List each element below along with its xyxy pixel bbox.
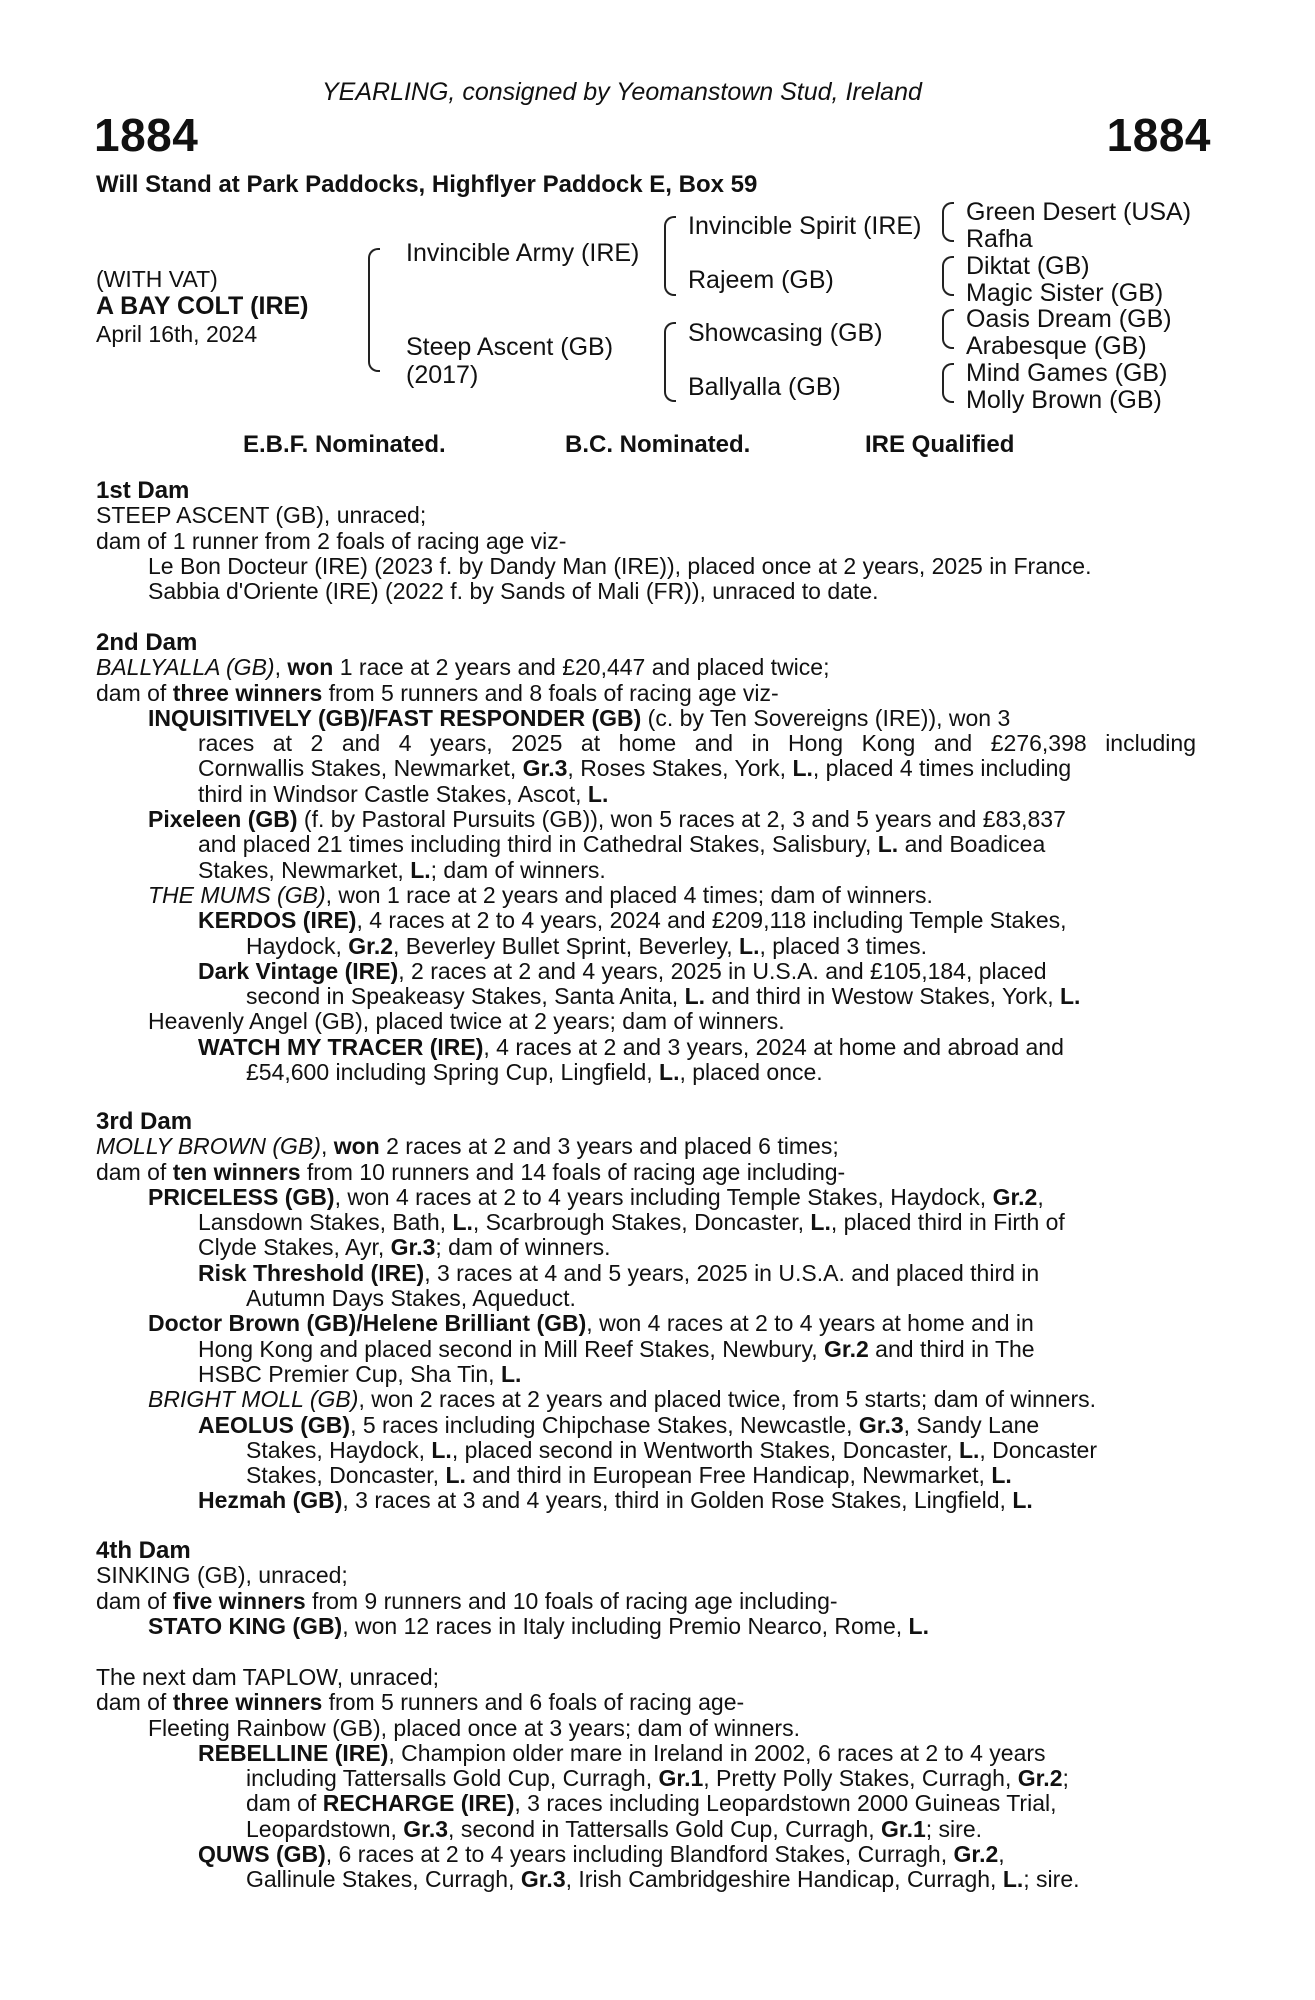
progeny-text: Clyde Stakes, Ayr, (198, 1234, 391, 1261)
pedigree-ss: Invincible Spirit (IRE) (688, 212, 922, 240)
progeny-text: Stakes, Doncaster, (246, 1462, 446, 1489)
grade-label: Gr.2 (1017, 1765, 1063, 1792)
progeny-name: BRIGHT MOLL (GB) (148, 1386, 359, 1413)
listed-label: L. (587, 780, 609, 807)
listed-label: L. (1060, 983, 1081, 1010)
next-dam-section (96, 1665, 1196, 1893)
brace-dam (664, 322, 676, 402)
listed-label: L. (991, 1462, 1012, 1489)
progeny-text: , 3 races at 3 and 4 years, third in Golden Rose Stakes, Lingfield, (342, 1487, 1013, 1514)
progeny-text: ; dam of winners. (430, 856, 606, 883)
progeny-name: PRICELESS (GB) (148, 1183, 335, 1210)
listed-label: L. (500, 1360, 522, 1387)
progeny-text: Stakes, Haydock, (246, 1436, 432, 1463)
dam-of-text: dam of (96, 1587, 173, 1614)
listed-label: L. (431, 1436, 452, 1463)
grade-label: Gr.2 (824, 1335, 869, 1362)
pedigree-sds: Diktat (GB) (966, 252, 1090, 280)
fourth-dam-section (96, 1538, 1196, 1639)
grade-label: Gr.3 (403, 1815, 449, 1842)
progeny-text: , 2 races at 2 and 4 years, 2025 in U.S.A. and £105,184, placed (398, 957, 1047, 984)
progeny-text: , 4 races at 2 and 3 years, 2024 at home and abroad and (483, 1033, 1064, 1060)
grade-label: Gr.1 (658, 1765, 704, 1792)
progeny-name: STATO KING (GB) (148, 1612, 343, 1639)
dam-name: MOLLY BROWN (GB) (96, 1133, 321, 1160)
progeny-text: Hong Kong and placed second in Mill Reef Stakes, Newbury, (198, 1335, 825, 1362)
progeny-text: Autumn Days Stakes, Aqueduct. (246, 1285, 576, 1312)
progeny-text: second in Speakeasy Stakes, Santa Anita, (246, 983, 685, 1010)
progeny-text: ; sire. (1023, 1866, 1080, 1893)
third-dam-section: 3rd Dam MOLLY BROWN (GB), won 2 races at 2 and 3 years and placed 6 times; dam of ten winners from 10 runners and 14 foals of racing age including- PRICELESS (GB), won 4 races at 2 to 4 years including Temple Stakes, Haydock, Gr.2, Lansdown Stakes, Bath, L., Scarbrough Stakes, Doncaster, L., placed third in Firth of Clyde Stakes, Ayr, Gr.3; dam of winners. Risk Threshold (IRE), 3 races at 4 and 5 years, 2025 in U.S.A. and placed third in Autumn Days Stakes, Aqueduct. Doctor Brown (GB)/Helene Brilliant (GB), won 4 races at 2 to 4 years at home and in Hong Kong and placed second in Mill Reef Stakes, Newbury, Gr.2 and third in The HSBC Premier Cup, Sha Tin, L. BRIGHT MOLL (GB), won 2 races at 2 years and placed twice, from 5 starts; dam of winners. AEOLUS (GB), 5 races including Chipchase Stakes, Newcastle, Gr.3, Sandy Lane Stakes, Haydock, L., placed second in Wentworth Stakes, Doncaster, L., Doncaster Stakes, Doncaster, L. and third in European Free Handicap, Newmarket, L. Hezmah (GB), 3 races at 3 and 4 years, third in Golden Rose Stakes, Lingfield, L. (96, 1109, 1196, 1514)
winners-count: three winners (172, 1689, 323, 1716)
progeny-text: Haydock, (246, 932, 349, 959)
progeny-text: , 3 races at 4 and 5 years, 2025 in U.S.A. and placed third in (424, 1259, 1040, 1286)
progeny-text: , placed 3 times. (759, 932, 927, 959)
progeny-text: , placed once. (679, 1059, 823, 1086)
progeny-text: , Scarbrough Stakes, Doncaster, (472, 1209, 811, 1236)
foals-summary: from 5 runners and 6 foals of racing age- (322, 1689, 745, 1716)
pedigree-dd: Ballyalla (GB) (688, 373, 841, 401)
grade-label: Gr.3 (520, 1866, 566, 1893)
progeny-text: , Pretty Polly Stakes, Curragh, (703, 1765, 1018, 1792)
progeny-text: , Champion older mare in Ireland in 2002, 6 races at 2 to 4 years (388, 1739, 1046, 1766)
progeny-text: ; (1062, 1765, 1069, 1792)
grade-label: Gr.3 (522, 755, 568, 782)
brace-sire (664, 216, 676, 296)
pedigree-sd: Rajeem (GB) (688, 266, 834, 294)
progeny-text: , placed 4 times including (812, 755, 1072, 782)
progeny-name: AEOLUS (GB) (198, 1411, 351, 1438)
pedigree-dam-year: (2017) (406, 361, 479, 389)
grade-label: Gr.3 (858, 1411, 904, 1438)
progeny-entry: Fleeting Rainbow (GB), placed once at 3 years; dam of winners. (148, 1714, 800, 1741)
grade-label: Gr.3 (390, 1234, 436, 1261)
progeny-text: , won 4 races at 2 to 4 years at home and in (586, 1310, 1034, 1337)
progeny-name: Dark Vintage (IRE) (198, 957, 399, 984)
progeny-text: third in Windsor Castle Stakes, Ascot, (198, 780, 588, 807)
progeny-name: WATCH MY TRACER (IRE) (198, 1033, 484, 1060)
progeny-text: , Irish Cambridgeshire Handicap, Curragh, (565, 1866, 1003, 1893)
dam-of-text: dam of (96, 679, 173, 706)
listed-label: L. (452, 1209, 473, 1236)
first-dam-line: dam of 1 runner from 2 foals of racing age viz- (96, 527, 567, 554)
progeny-text: dam of (246, 1790, 323, 1817)
listed-label: L. (877, 831, 899, 858)
progeny-text: and third in Westow Stakes, York, (705, 983, 1060, 1010)
listed-label: L. (410, 856, 431, 883)
progeny-text: , won 2 races at 2 years and placed twice, from 5 starts; dam of winners. (358, 1386, 1097, 1413)
subtitle: YEARLING, consigned by Yeomanstown Stud, Ireland (322, 78, 922, 106)
listed-label: L. (810, 1209, 831, 1236)
pedigree-sdd: Magic Sister (GB) (966, 279, 1164, 307)
dam-record: SINKING (GB), unraced; (96, 1562, 348, 1589)
pedigree-dam: Steep Ascent (GB) (406, 333, 614, 361)
third-dam-heading: 3rd Dam (96, 1108, 193, 1135)
progeny-text: races at 2 and 4 years, 2025 at home and in Hong Kong and £276,398 including (198, 730, 1196, 757)
first-dam-heading: 1st Dam (96, 477, 190, 504)
listed-label: L. (792, 755, 813, 782)
pedigree-dss: Oasis Dream (GB) (966, 305, 1172, 333)
progeny-text: , won 4 races at 2 to 4 years including Temple Stakes, Haydock, (334, 1183, 993, 1210)
listed-label: L. (1002, 1866, 1024, 1893)
brace-ds (942, 309, 954, 349)
grade-label: Gr.2 (348, 932, 394, 959)
dam-of-text: dam of (96, 1158, 173, 1185)
progeny-text: , 6 races at 2 to 4 years including Blandford Stakes, Curragh, (325, 1841, 954, 1868)
progeny-text: (c. by Ten Sovereigns (IRE)), won 3 (641, 704, 1011, 731)
progeny-entry: Le Bon Docteur (IRE) (2023 f. by Dandy Man (IRE)), placed once at 2 years, 2025 in France. (148, 552, 1092, 579)
lot-number-right: 1884 (1106, 109, 1211, 161)
dam-record: The next dam TAPLOW, unraced; (96, 1664, 440, 1690)
second-dam-heading: 2nd Dam (96, 629, 198, 656)
listed-label: L. (908, 1612, 929, 1639)
progeny-name: KERDOS (IRE) (198, 907, 357, 934)
ebf-nominated: E.B.F. Nominated. (243, 431, 446, 458)
progeny-text: , placed third in Firth of (830, 1209, 1065, 1236)
ire-qualified: IRE Qualified (865, 431, 1015, 458)
progeny-text: ; sire. (925, 1815, 983, 1842)
dam-record: 2 races at 2 and 3 years and placed 6 times; (379, 1133, 839, 1160)
foals-summary: from 9 runners and 10 foals of racing age including- (305, 1587, 838, 1614)
vat-note: (WITH VAT) (96, 266, 218, 292)
progeny-name: Pixeleen (GB) (148, 806, 298, 833)
progeny-text: including Tattersalls Gold Cup, Curragh, (246, 1765, 659, 1792)
brace-sd (942, 256, 954, 296)
progeny-text: , Beverley Bullet Sprint, Beverley, (393, 932, 740, 959)
first-dam-line: STEEP ASCENT (GB), unraced; (96, 502, 427, 529)
progeny-text: , won 12 races in Italy including Premio Nearco, Rome, (342, 1612, 909, 1639)
progeny-text: , (998, 1841, 1005, 1868)
listed-label: L. (958, 1436, 980, 1463)
progeny-name: RECHARGE (IRE) (322, 1790, 515, 1817)
horse-dob: April 16th, 2024 (96, 321, 258, 347)
pedigree-ssd: Rafha (966, 225, 1033, 253)
pedigree-ds: Showcasing (GB) (688, 319, 883, 347)
progeny-text: and Boadicea (898, 831, 1046, 858)
grade-label: Gr.2 (953, 1841, 999, 1868)
progeny-text: and third in European Free Handicap, Newmarket, (465, 1462, 992, 1489)
listed-label: L. (684, 983, 706, 1010)
listed-label: L. (1012, 1487, 1033, 1514)
second-dam-section: 2nd Dam BALLYALLA (GB), won 1 race at 2 years and £20,447 and placed twice; dam of three winners from 5 runners and 8 foals of racing age viz- INQUISITIVELY (GB)/FAST RESPONDER (GB) (c. by Ten Sovereigns (IRE)), won 3 races at 2 and 4 years, 2025 at home and in Hong Kong and £276,398 including Cornwallis Stakes, Newmarket, Gr.3, Roses Stakes, York, L., placed 4 times including third in Windsor Castle Stakes, Ascot, L. Pixeleen (GB) (f. by Pastoral Pursuits (GB)), won 5 races at 2, 3 and 5 years and £83,837 and placed 21 times including third in Cathedral Stakes, Salisbury, L. and Boadicea Stakes, Newmarket, L.; dam of winners. THE MUMS (GB), won 1 race at 2 years and placed 4 times; dam of winners. KERDOS (IRE), 4 races at 2 to 4 years, 2024 and £209,118 including Temple Stakes, Haydock, Gr.2, Beverley Bullet Sprint, Beverley, L., placed 3 times. Dark Vintage (IRE), 2 races at 2 and 4 years, 2025 in U.S.A. and £105,184, placed second in Speakeasy Stakes, Santa Anita, L. and third in Westow Stakes, York, L. Heavenly Angel (GB), placed twice at 2 years; dam of winners. WATCH MY TRACER (IRE), 4 races at 2 and 3 years, 2024 at home and abroad and £54,600 including Spring Cup, Lingfield, L., placed once. (96, 629, 1196, 1086)
listed-label: L. (739, 932, 760, 959)
progeny-text: , Sandy Lane (903, 1411, 1040, 1438)
dam-record: 1 race at 2 years and £20,447 and placed twice; (333, 654, 830, 681)
winners-count: five winners (172, 1587, 306, 1614)
brace-dd (942, 363, 954, 403)
progeny-name: QUWS (GB) (198, 1841, 326, 1868)
progeny-text: Lansdown Stakes, Bath, (198, 1209, 453, 1236)
winners-count: ten winners (172, 1158, 301, 1185)
first-dam-section (96, 478, 1196, 604)
pedigree-dsd: Arabesque (GB) (966, 332, 1147, 360)
foals-summary: from 10 runners and 14 foals of racing age including- (300, 1158, 846, 1185)
bc-nominated: B.C. Nominated. (565, 431, 751, 458)
progeny-name: INQUISITIVELY (GB)/FAST RESPONDER (GB) (148, 704, 642, 731)
pedigree-dds: Mind Games (GB) (966, 359, 1168, 387)
pedigree-ddd: Molly Brown (GB) (966, 386, 1162, 414)
winners-count: three winners (172, 679, 323, 706)
progeny-name: REBELLINE (IRE) (198, 1739, 389, 1766)
progeny-text: Gallinule Stakes, Curragh, (246, 1866, 521, 1893)
foals-summary: from 5 runners and 8 foals of racing age viz- (322, 679, 779, 706)
dam-of-text: dam of (96, 1689, 173, 1716)
progeny-text: Leopardstown, (246, 1815, 404, 1842)
won-text: won (287, 654, 334, 681)
dam-name: BALLYALLA (GB) (96, 654, 275, 681)
progeny-text: (f. by Pastoral Pursuits (GB)), won 5 races at 2, 3 and 5 years and £83,837 (297, 806, 1066, 833)
horse-name: A BAY COLT (IRE) (96, 292, 309, 320)
progeny-text: £54,600 including Spring Cup, Lingfield, (246, 1059, 660, 1086)
stand-location: Will Stand at Park Paddocks, Highflyer Paddock E, Box 59 (96, 171, 758, 198)
progeny-text: ; dam of winners. (435, 1234, 611, 1261)
progeny-text: Cornwallis Stakes, Newmarket, (198, 755, 523, 782)
progeny-text: , 5 races including Chipchase Stakes, Newcastle, (350, 1411, 859, 1438)
progeny-text: , Roses Stakes, York, (567, 755, 793, 782)
grade-label: Gr.2 (992, 1183, 1038, 1210)
won-text: won (333, 1133, 380, 1160)
progeny-entry: Heavenly Angel (GB), placed twice at 2 years; dam of winners. (148, 1008, 785, 1035)
progeny-text: , second in Tattersalls Gold Cup, Curragh, (448, 1815, 882, 1842)
progeny-name: Risk Threshold (IRE) (198, 1259, 425, 1286)
brace-ss (942, 202, 954, 242)
progeny-text: Stakes, Newmarket, (198, 856, 411, 883)
progeny-text: and third in The (868, 1335, 1035, 1362)
grade-label: Gr.1 (881, 1815, 926, 1842)
progeny-text: , won 1 race at 2 years and placed 4 times; dam of winners. (325, 881, 933, 908)
progeny-entry: Sabbia d'Oriente (IRE) (2022 f. by Sands of Mali (FR)), unraced to date. (148, 578, 879, 605)
pedigree-sss: Green Desert (USA) (966, 198, 1192, 226)
progeny-text: , placed second in Wentworth Stakes, Doncaster, (451, 1436, 959, 1463)
progeny-text: and placed 21 times including third in Cathedral Stakes, Salisbury, (198, 831, 878, 858)
brace-gen1 (368, 248, 380, 372)
lot-number-left: 1884 (94, 109, 199, 161)
listed-label: L. (445, 1462, 466, 1489)
listed-label: L. (659, 1059, 680, 1086)
progeny-text: , 3 races including Leopardstown 2000 Guineas Trial, (514, 1790, 1057, 1817)
progeny-name: Hezmah (GB) (198, 1487, 343, 1514)
pedigree-sire: Invincible Army (IRE) (406, 239, 640, 267)
progeny-name: Doctor Brown (GB)/Helene Brilliant (GB) (148, 1310, 587, 1337)
progeny-name: THE MUMS (GB) (148, 881, 326, 908)
progeny-text: , Doncaster (979, 1436, 1097, 1463)
fourth-dam-heading: 4th Dam (96, 1537, 191, 1564)
progeny-text: HSBC Premier Cup, Sha Tin, (198, 1360, 501, 1387)
progeny-text: , 4 races at 2 to 4 years, 2024 and £209,118 including Temple Stakes, (356, 907, 1067, 934)
